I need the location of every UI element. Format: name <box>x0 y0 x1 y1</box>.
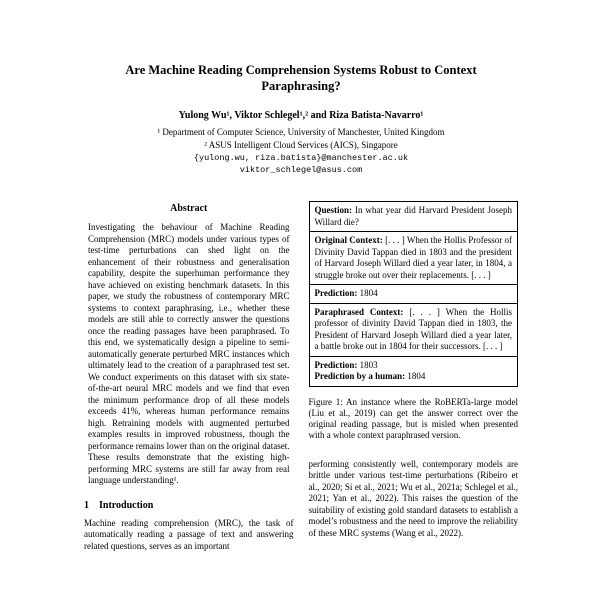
right-column <box>309 201 519 552</box>
two-column-body <box>84 201 518 552</box>
section-1-number: 1 <box>84 499 89 511</box>
prediction-human-label: Prediction by a human: <box>314 371 406 381</box>
paraphrased-context-text: [. . . ] When the Hollis professor of divinity David Tappan died in 1803, the President of Harvard Joseph Willard died a year later, a battle broke out in 1804 for their successors. [. . . ] <box>314 306 512 351</box>
authors-line: Yulong Wu¹, Viktor Schlegel¹,² and Riza Batista-Navarro¹ <box>178 109 424 121</box>
paraphrased-context-label: Paraphrased Context: <box>314 306 404 317</box>
figure-prediction-original-cell <box>310 285 518 304</box>
original-context-label: Original Context: <box>314 235 383 245</box>
prediction-original-value: 1804 <box>359 288 378 298</box>
prediction-paraphrased-line <box>315 360 513 372</box>
figure-1-caption: Figure 1: An instance where the RoBERTa-large model (Liu et al., 2019) can get the answer correct over the original reading passage, but is misled when presented with a whole context paraphrased version. <box>308 396 518 440</box>
figure-1-box <box>309 201 519 387</box>
prediction-paraphrased-value: 1803 <box>359 359 378 370</box>
left-column <box>84 201 294 552</box>
prediction-human-value: 1804 <box>407 371 426 381</box>
original-context-text: [. . . ] When the Hollis Professor of Divinity David Tappan died in 1803 and the president of Harvard Joseph Willard died a year later, in 1804, a struggle broke out over their replacements. [. . . ] <box>314 235 513 280</box>
question-label: Question: <box>314 205 353 215</box>
figure-paraphrased-context-cell <box>310 304 518 357</box>
section-1-title: Introduction <box>99 499 154 511</box>
section-1-heading <box>84 500 294 511</box>
prediction-human-line <box>315 371 513 383</box>
email-manchester: {yulong.wu, riza.batista}@manchester.ac.uk <box>193 153 409 163</box>
question-text: In what year did Harvard President Joseph Willard die? <box>314 205 512 227</box>
affiliation-asus: ² ASUS Intelligent Cloud Services (AICS), Singapore <box>204 139 398 150</box>
figure-original-context-cell <box>310 232 518 285</box>
abstract-text: Investigating the behaviour of Machine Reading Comprehension (MRC) models under various types of test-time perturbations can shed light on the enhancement of their robustness and generalisation capability, despite the superhuman performance they have achieved on existing benchmark datasets. In this paper, we study the robustness of contemporary MRC systems to context paraphrasing, i.e., whether these models are still able to correctly answer the questions once the reading passages have been paraphrased. To this end, we systematically design a pipeline to semi-automatically generate perturbed MRC instances which ultimately lead to the creation of a paraphrased test set. We conduct experiments on this dataset with six state-of-the-art neural MRC models and we find that even the minimum performance drop of all these models exceeds 41%, whereas human performance remains high. Retraining models with augmented perturbed examples results in improved robustness, though the performance remains lower than on the original dataset. These results demonstrate that the existing high-performing MRC systems are still far away from real language understanding¹. <box>88 222 290 485</box>
figure-question-cell <box>310 202 518 232</box>
continuation-paragraph: performing consistently well, contemporary models are brittle under various test-time perturbations (Ribeiro et al., 2020; Si et al., 2021; Wu et al., 2021a; Schlegel et al., 2021; Yan et al., 2022). This raises the question of the suitability of existing gold standard datasets to establish a model’s robustness and the need to improve the reliability of these MRC systems (Wang et al., 2022). <box>308 458 518 538</box>
figure-prediction-paraphrased-cell <box>310 357 518 386</box>
prediction-original-label: Prediction: <box>314 288 358 298</box>
abstract-heading: Abstract <box>170 203 208 214</box>
paper-title: Are Machine Reading Comprehension Systems Robust to Context Paraphrasing? <box>125 63 477 94</box>
prediction-paraphrased-label: Prediction: <box>314 359 358 370</box>
email-asus: viktor_schlegel@asus.com <box>239 165 363 175</box>
affiliation-manchester: ¹ Department of Computer Science, University of Manchester, United Kingdom <box>157 126 445 137</box>
introduction-paragraph: Machine reading comprehension (MRC), the task of automatically reading a passage of text and answering related questions, serves as an important <box>84 517 294 551</box>
